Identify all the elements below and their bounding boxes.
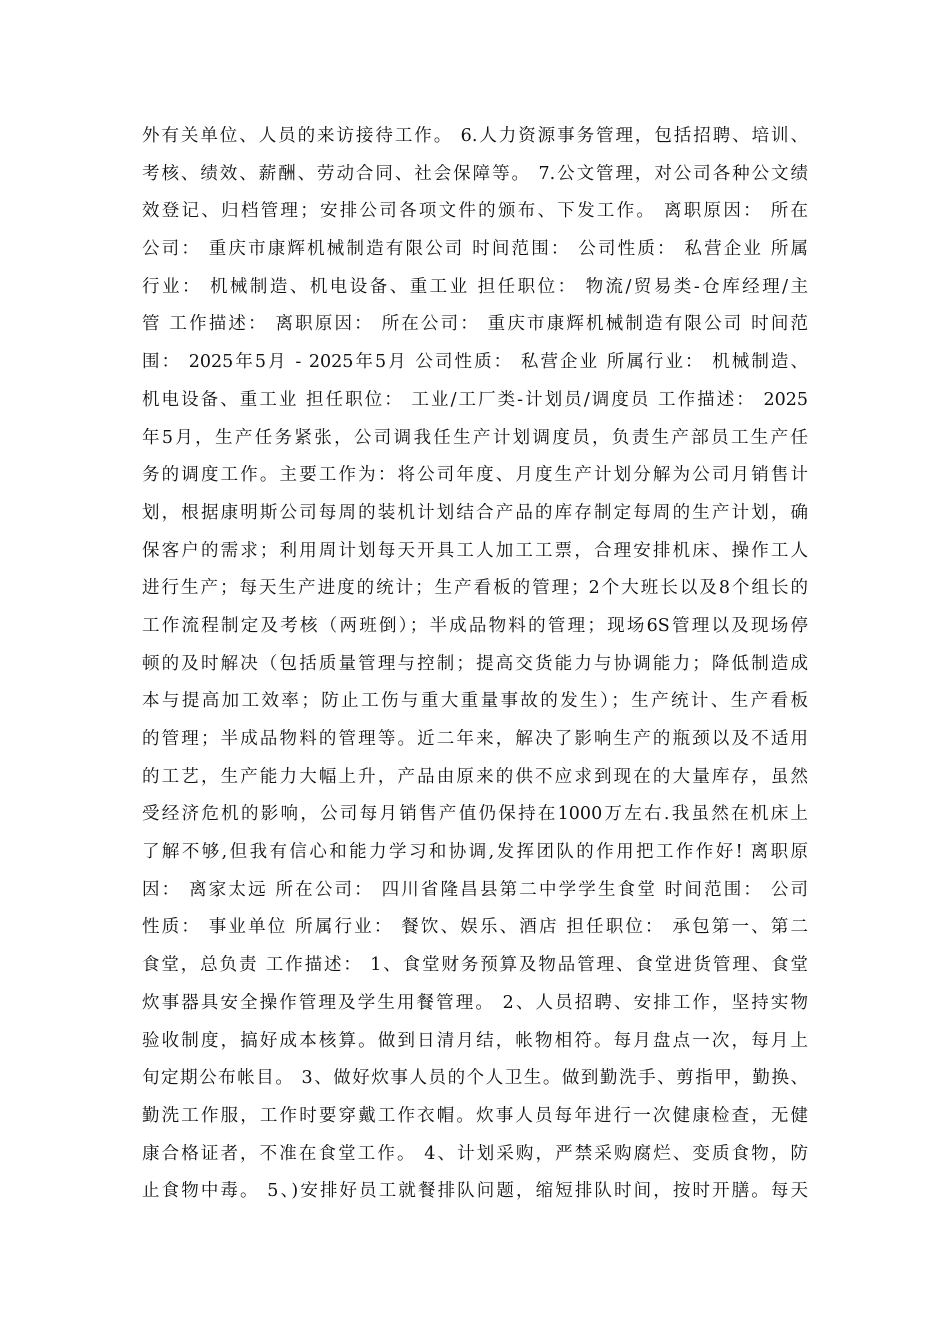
text-line: 效登记、归档管理；安排公司各项文件的颁布、下发工作。 离职原因： 所在 (142, 201, 808, 222)
text-line: 因： 离家太远 所在公司： 四川省隆昌县第二中学学生食堂 时间范围： 公司 (142, 879, 808, 900)
text-line: 炊事器具安全操作管理及学生用餐管理。 2、人员招聘、安排工作，坚持实物 (142, 992, 808, 1013)
text-line: 年5月，生产任务紧张，公司调我任生产计划调度员，负责生产部员工生产任 (142, 427, 808, 448)
text-line: 机电设备、重工业 担任职位： 工业/工厂类-计划员/调度员 工作描述： 2025 (142, 389, 808, 410)
text-line: 食堂，总负责 工作描述： 1、食堂财务预算及物品管理、食堂进货管理、食堂 (142, 955, 808, 976)
text-line: 受经济危机的影响，公司每月销售产值仍保持在1000万左右.我虽然在机床上 (142, 804, 808, 825)
text-line: 划，根据康明斯公司每周的装机计划结合产品的库存制定每周的生产计划，确 (142, 502, 808, 523)
text-line: 旬定期公布帐目。 3、做好炊事人员的个人卫生。做到勤洗手、剪指甲，勤换、 (142, 1068, 808, 1089)
text-line: 围： 2025年5月 - 2025年5月 公司性质： 私营企业 所属行业： 机械制造、 (142, 352, 808, 373)
text-line: 了解不够,但我有信心和能力学习和协调,发挥团队的作用把工作作好! 离职原 (142, 842, 808, 863)
text-line: 保客户的需求；利用周计划每天开具工人加工工票，合理安排机床、操作工人 (142, 540, 808, 561)
text-line: 验收制度，搞好成本核算。做到日清月结，帐物相符。每月盘点一次，每月上 (142, 1030, 808, 1051)
text-line: 进行生产；每天生产进度的统计；生产看板的管理；2个大班长以及8个组长的 (142, 578, 808, 599)
text-line: 的工艺，生产能力大幅上升，产品由原来的供不应求到现在的大量库存，虽然 (142, 766, 808, 787)
text-line: 康合格证者，不准在食堂工作。 4、计划采购，严禁采购腐烂、变质食物，防 (142, 1143, 808, 1164)
text-line: 务的调度工作。主要工作为：将公司年度、月度生产计划分解为公司月销售计 (142, 465, 808, 486)
text-line: 考核、绩效、薪酬、劳动合同、社会保障等。 7.公文管理，对公司各种公文绩 (142, 163, 808, 184)
body-text (142, 118, 808, 1211)
text-line: 工作流程制定及考核（两班倒）；半成品物料的管理；现场6S管理以及现场停 (142, 615, 808, 636)
text-line: 行业： 机械制造、机电设备、重工业 担任职位： 物流/贸易类-仓库经理/主 (142, 276, 808, 297)
text-line: 外有关单位、人员的来访接待工作。 6.人力资源事务管理，包括招聘、培训、 (142, 126, 808, 146)
text-line: 止食物中毒。 5、)安排好员工就餐排队问题，缩短排队时间，按时开膳。每天 (142, 1181, 808, 1202)
text-line: 管 工作描述： 离职原因： 所在公司： 重庆市康辉机械制造有限公司 时间范 (142, 314, 808, 335)
text-line: 本与提高加工效率；防止工伤与重大重量事故的发生）；生产统计、生产看板 (142, 691, 808, 712)
text-line: 勤洗工作服，工作时要穿戴工作衣帽。炊事人员每年进行一次健康检查，无健 (142, 1105, 808, 1126)
text-line: 性质： 事业单位 所属行业： 餐饮、娱乐、酒店 担任职位： 承包第一、第二 (142, 917, 808, 938)
text-line: 的管理；半成品物料的管理等。近二年来，解决了影响生产的瓶颈以及不适用 (142, 729, 808, 749)
text-line: 公司： 重庆市康辉机械制造有限公司 时间范围： 公司性质： 私营企业 所属 (142, 239, 808, 260)
text-line: 顿的及时解决（包括质量管理与控制；提高交货能力与协调能力；降低制造成 (142, 653, 808, 674)
